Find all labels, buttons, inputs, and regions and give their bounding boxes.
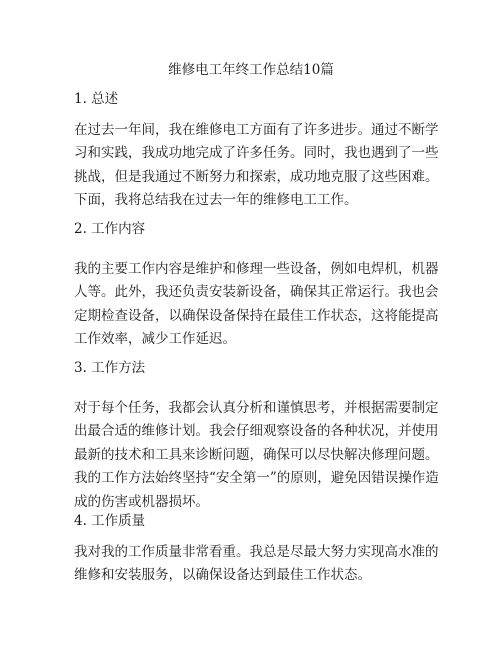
section-paragraph-overview bbox=[74, 119, 439, 213]
paragraph-line: 挑战，但是我通过不断努力和探索，成功地克服了这些困难。 bbox=[74, 168, 439, 185]
paragraph-line: 成的伤害或机器损坏。 bbox=[74, 493, 209, 510]
paragraph-line: 定期检查设备，以确保设备保持在最佳工作状态，这将能提高 bbox=[74, 307, 439, 324]
paragraph-line: 习和实践，我成功地完成了许多任务。同时，我也遇到了一些 bbox=[74, 145, 439, 162]
paragraph-line: 下面，我将总结我在过去一年的维修电工工作。 bbox=[74, 192, 358, 209]
paragraph-line: 我对我的工作质量非常看重。我总是尽最大努力实现高水准的 bbox=[74, 544, 439, 560]
section-paragraph-work-content bbox=[74, 258, 439, 352]
paragraph-line: 我的主要工作内容是维护和修理一些设备，例如电焊机，机器 bbox=[74, 261, 439, 277]
paragraph-line: 人等。此外，我还负责安装新设备，确保其正常运行。我也会 bbox=[74, 284, 439, 301]
document-title: 维修电工年终工作总结10篇 bbox=[168, 62, 334, 78]
paragraph-line: 最新的技术和工具来诊断问题，确保可以尽快解决修理问题。 bbox=[74, 446, 439, 463]
paragraph-line: 对于每个任务，我都会认真分析和谨慎思考，并根据需要制定 bbox=[74, 400, 439, 416]
paragraph-line: 工作效率，减少工作延迟。 bbox=[74, 331, 236, 348]
paragraph-line: 我的工作方法始终坚持“安全第一”的原则，避免因错误操作造 bbox=[74, 470, 439, 487]
section-heading-overview: 1. 总述 bbox=[74, 91, 119, 107]
paragraph-line: 维修和安装服务，以确保设备达到最佳工作状态。 bbox=[74, 567, 371, 584]
paragraph-line: 出最合适的维修计划。我会仔细观察设备的各种状况，并使用 bbox=[74, 423, 439, 440]
paragraph-line: 在过去一年间，我在维修电工方面有了许多进步。通过不断学 bbox=[74, 122, 439, 138]
section-heading-work-method: 3. 工作方法 bbox=[74, 360, 146, 376]
section-heading-work-content: 2. 工作内容 bbox=[74, 221, 146, 237]
section-paragraph-work-quality bbox=[74, 541, 439, 588]
section-heading-work-quality: 4. 工作质量 bbox=[74, 513, 146, 529]
section-paragraph-work-method bbox=[74, 397, 439, 514]
